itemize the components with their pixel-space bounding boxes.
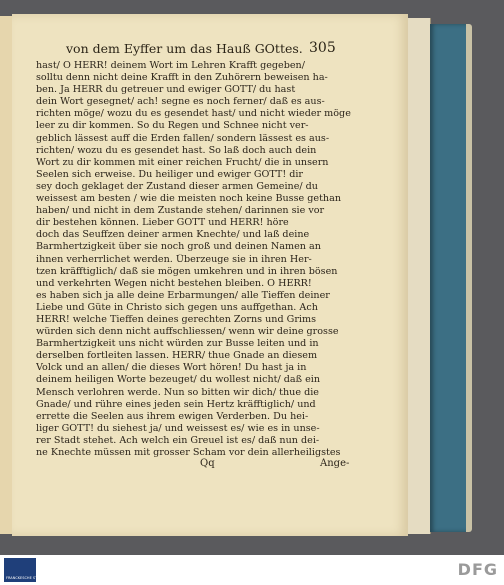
text-line: deinem heiligen Worte bezeuget/ du wollest nicht/ daß ein (36, 374, 321, 386)
text-line: derselben fortleiten lassen. HERR/ thue Gnade an diesem (36, 350, 318, 362)
text-line: richten/ wozu du es gesendet hast. So laß doch auch dein (36, 144, 317, 156)
text-line: weissest am besten / wie die meisten noch keine Busse gethan (36, 193, 342, 205)
text-line: Seelen sich erweise. Du heiliger und ewiger GOTT! dir (36, 168, 304, 180)
text-line: Barmhertzigkeit uns nicht würden zur Busse leiten und in (36, 338, 319, 350)
text-line: doch das Seuffzen deiner armen Knechte/ und laß deine (36, 229, 310, 241)
text-line: es haben sich ja alle deine Erbarmungen/ alle Tieffen deiner (36, 289, 330, 301)
text-line: leer zu dir kommen. So du Regen und Schnee nicht ver- (36, 120, 309, 132)
text-line: rer Stadt stehet. Ach welch ein Greuel ist es/ daß nun dei- (36, 434, 320, 446)
text-line: tzen kräfftiglich/ daß sie mögen umkehren und in ihren bösen (36, 265, 338, 277)
body-text (36, 60, 354, 459)
dfg-logo[interactable]: DFG (457, 560, 498, 579)
text-line: HERR! welche Tieffen deines gerechten Zorns und Grims (36, 313, 317, 325)
text-line: hast/ O HERR! deinem Wort im Lehren Krafft gegeben/ (36, 60, 305, 71)
text-line: ne Knechte müssen mit grosser Scham vor dein allerheiligstes (36, 447, 341, 458)
text-line: richten möge/ wozu du es gesendet hast/ und nicht wieder möge (36, 108, 351, 120)
institution-logo[interactable] (4, 558, 56, 582)
text-line: Volck und an allen/ die dieses Wort hören! Du hast ja in (36, 362, 307, 374)
text-line: und verkehrten Wegen nicht bestehen bleiben. O HERR! (36, 277, 312, 289)
logo-caption: FRANCKESCHE STIFTUNGEN (6, 576, 56, 580)
text-line: würden sich denn nicht auffschliessen/ wenn wir deine grosse (36, 326, 339, 338)
text-line: Liebe und Güte in Christo sich gegen uns auffgethan. Ach (36, 301, 318, 313)
text-line: dir bestehen können. Lieber GOTT und HERR! höre (36, 217, 289, 229)
text-line: Gnade/ und rühre eines jeden sein Hertz kräfftiglich/ und (36, 398, 316, 410)
text-line: geblich lässest auff die Erden fallen/ sondern lässest es aus- (36, 132, 330, 144)
page-stack-edge (408, 18, 431, 534)
text-line: Wort zu dir kommen mit einer reichen Frucht/ die in unsern (36, 156, 329, 168)
viewer-footer-bar (0, 555, 504, 585)
text-line: Barmhertzigkeit über sie noch groß und deinen Namen an (36, 241, 321, 253)
text-line: ihnen verherrlichet werden. Überzeuge sie in ihren Her- (36, 253, 312, 265)
text-line: liger GOTT! du siehest ja/ und weissest es/ wie es in unse- (36, 422, 320, 434)
text-line: errette die Seelen aus ihrem ewigen Verderben. Du hei- (36, 410, 309, 422)
text-line: dein Wort gesegnet/ ach! segne es noch ferner/ daß es aus- (36, 96, 325, 108)
text-line: sey doch geklaget der Zustand dieser armen Gemeine/ du (36, 180, 318, 192)
running-header: von dem Eyffer um das Hauß GOttes. (66, 41, 303, 56)
text-line: Mensch verlohren werde. Nun so bitten wir dich/ thue die (36, 386, 319, 398)
page-number: 305 (309, 40, 336, 56)
cover-edge (466, 24, 472, 532)
text-line: ben. Ja HERR du getreuer und ewiger GOTT/ du hast (36, 84, 296, 96)
text-line: haben/ und nicht in dem Zustande stehen/ darinnen sie vor (36, 205, 325, 217)
book-cover (430, 24, 470, 532)
signature-mark: Qq (200, 458, 215, 469)
catchword: Ange- (320, 458, 350, 469)
text-line: solltu denn nicht deine Krafft in den Zuhörern beweisen ha- (36, 72, 328, 84)
